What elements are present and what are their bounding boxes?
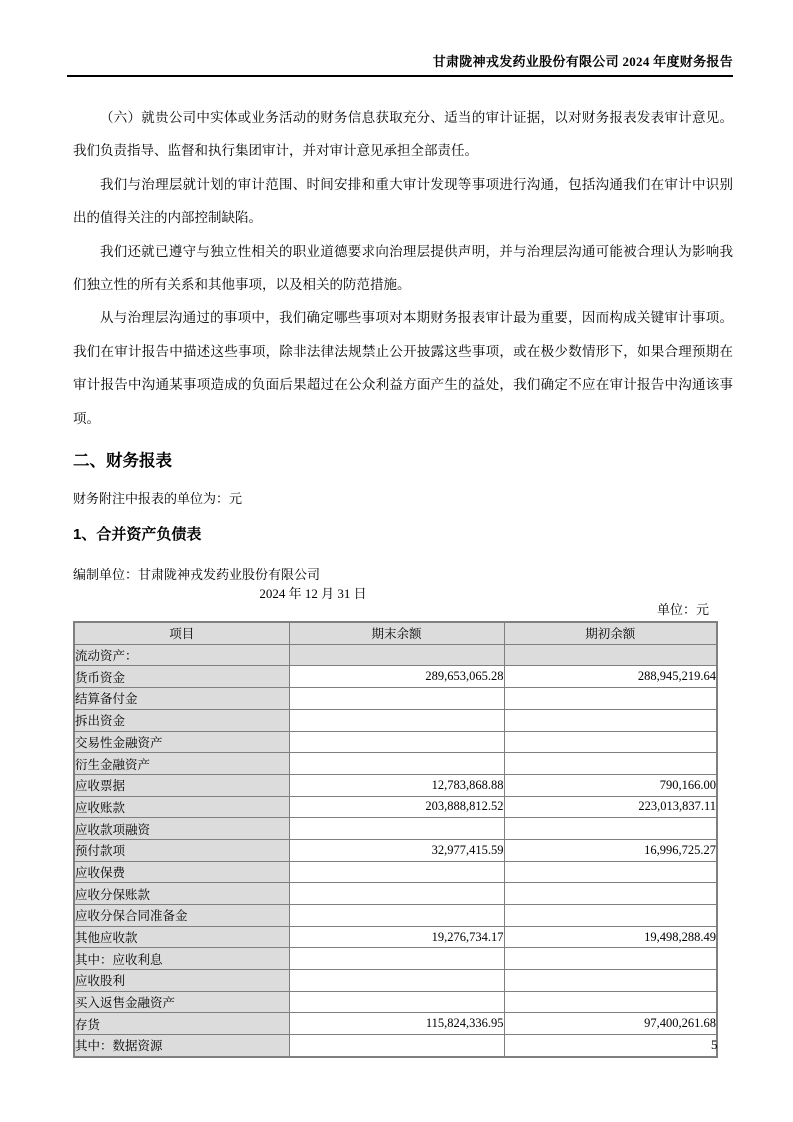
begin-balance-cell: 223,013,837.11	[504, 796, 717, 818]
item-cell: 应收款项融资	[74, 818, 289, 840]
begin-balance-cell	[504, 1035, 717, 1057]
end-balance-cell	[289, 970, 504, 992]
begin-balance-cell	[504, 883, 717, 905]
end-balance-cell	[289, 861, 504, 883]
end-balance-cell	[289, 644, 504, 666]
audit-paragraph-1: （六）就贵公司中实体或业务活动的财务信息获取充分、适当的审计证据，以对财务报表发表审计意见。我们负责指导、监督和执行集团审计，并对审计意见承担全部责任。	[73, 110, 733, 159]
end-balance-cell	[289, 709, 504, 731]
end-balance-cell	[289, 883, 504, 905]
audit-paragraph-2: 我们与治理层就计划的审计范围、时间安排和重大审计发现等事项进行沟通，包括沟通我们在审计中识别出的值得关注的内部控制缺陷。	[73, 176, 733, 226]
item-cell: 货币资金	[74, 666, 289, 688]
statement-date: 2024 年 12 月 31 日	[259, 586, 367, 602]
end-balance-cell: 203,888,812.52	[289, 796, 504, 818]
table-row	[74, 861, 717, 883]
audit-paragraph-4: 从与治理层沟通过的事项中，我们确定哪些事项对本期财务报表审计最为重要，因而构成关键审计事项。我们在审计报告中描述这些事项，除非法律法规禁止公开披露这些事项，或在极少数情形下，如果合理预期在审计报告中沟通某事项造成的负面后果超过在公众利益方面产生的益处，我们确定不应在审计报告中沟通该事项。	[73, 310, 733, 426]
end-balance-cell: 12,783,868.88	[289, 774, 504, 796]
table-row	[74, 948, 717, 970]
item-cell: 其他应收款	[74, 926, 289, 948]
end-balance-cell	[289, 753, 504, 775]
column-header-begin-balance: 期初余额	[504, 622, 717, 644]
table-row	[74, 796, 717, 818]
page-number: 5	[711, 1037, 718, 1052]
begin-balance-cell	[504, 948, 717, 970]
item-cell: 应收分保合同准备金	[74, 905, 289, 927]
begin-balance-cell	[504, 861, 717, 883]
begin-balance-cell	[504, 991, 717, 1013]
table-row	[74, 883, 717, 905]
page-header-title: 甘肃陇神戎发药业股份有限公司 2024 年度财务报告	[432, 54, 733, 69]
balance-sheet-table	[73, 621, 718, 1058]
table-row	[74, 991, 717, 1013]
item-cell: 其中：数据资源	[74, 1035, 289, 1057]
item-cell: 应收账款	[74, 796, 289, 818]
item-cell: 交易性金融资产	[74, 731, 289, 753]
item-cell: 结算备付金	[74, 688, 289, 710]
table-row	[74, 688, 717, 710]
table-row	[74, 970, 717, 992]
end-balance-cell: 115,824,336.95	[289, 1013, 504, 1035]
column-header-item: 项目	[74, 622, 289, 644]
table-row	[74, 774, 717, 796]
item-cell: 流动资产：	[74, 644, 289, 666]
begin-balance-cell	[504, 753, 717, 775]
unit-note: 财务附注中报表的单位为：元	[73, 491, 243, 507]
page-content	[73, 101, 733, 1058]
begin-balance-cell	[504, 905, 717, 927]
unit-label: 单位：元	[656, 602, 709, 618]
end-balance-cell	[289, 1035, 504, 1057]
table-row	[74, 905, 717, 927]
begin-balance-cell: 97,400,261.68	[504, 1013, 717, 1035]
audit-paragraph-3: 我们还就已遵守与独立性相关的职业道德要求向治理层提供声明，并与治理层沟通可能被合理认为影响我们独立性的所有关系和其他事项，以及相关的防范措施。	[73, 243, 733, 293]
subsection-heading-consolidated-balance-sheet: 1、合并资产负债表	[73, 526, 202, 544]
item-cell: 应收分保账款	[74, 883, 289, 905]
end-balance-cell: 19,276,734.17	[289, 926, 504, 948]
end-balance-cell	[289, 991, 504, 1013]
begin-balance-cell	[504, 688, 717, 710]
begin-balance-cell: 16,996,725.27	[504, 839, 717, 861]
prepared-by-line: 编制单位：甘肃陇神戎发药业股份有限公司	[73, 567, 321, 583]
begin-balance-cell: 288,945,219.64	[504, 666, 717, 688]
item-cell: 应收票据	[74, 774, 289, 796]
begin-balance-cell	[504, 709, 717, 731]
end-balance-cell	[289, 818, 504, 840]
item-cell: 衍生金融资产	[74, 753, 289, 775]
end-balance-cell: 32,977,415.59	[289, 839, 504, 861]
table-row	[74, 818, 717, 840]
section-heading-financial-statements: 二、财务报表	[73, 452, 172, 471]
item-cell: 应收股利	[74, 970, 289, 992]
end-balance-cell	[289, 905, 504, 927]
item-cell: 预付款项	[74, 839, 289, 861]
table-row	[74, 731, 717, 753]
table-row	[74, 753, 717, 775]
end-balance-cell	[289, 688, 504, 710]
table-row	[74, 666, 717, 688]
begin-balance-cell	[504, 818, 717, 840]
begin-balance-cell	[504, 970, 717, 992]
end-balance-cell	[289, 731, 504, 753]
header-divider	[67, 75, 733, 77]
table-row	[74, 709, 717, 731]
item-cell: 买入返售金融资产	[74, 991, 289, 1013]
column-header-end-balance: 期末余额	[289, 622, 504, 644]
end-balance-cell	[289, 948, 504, 970]
begin-balance-cell	[504, 644, 717, 666]
table-header-row	[74, 622, 717, 644]
item-cell: 其中：应收利息	[74, 948, 289, 970]
table-row	[74, 926, 717, 948]
table-row	[74, 1013, 717, 1035]
item-cell: 存货	[74, 1013, 289, 1035]
end-balance-cell: 289,653,065.28	[289, 666, 504, 688]
item-cell: 应收保费	[74, 861, 289, 883]
begin-balance-cell: 790,166.00	[504, 774, 717, 796]
item-cell: 拆出资金	[74, 709, 289, 731]
table-row	[74, 1035, 717, 1057]
begin-balance-cell	[504, 731, 717, 753]
table-row	[74, 644, 717, 666]
begin-balance-cell: 19,498,288.49	[504, 926, 717, 948]
table-row	[74, 839, 717, 861]
